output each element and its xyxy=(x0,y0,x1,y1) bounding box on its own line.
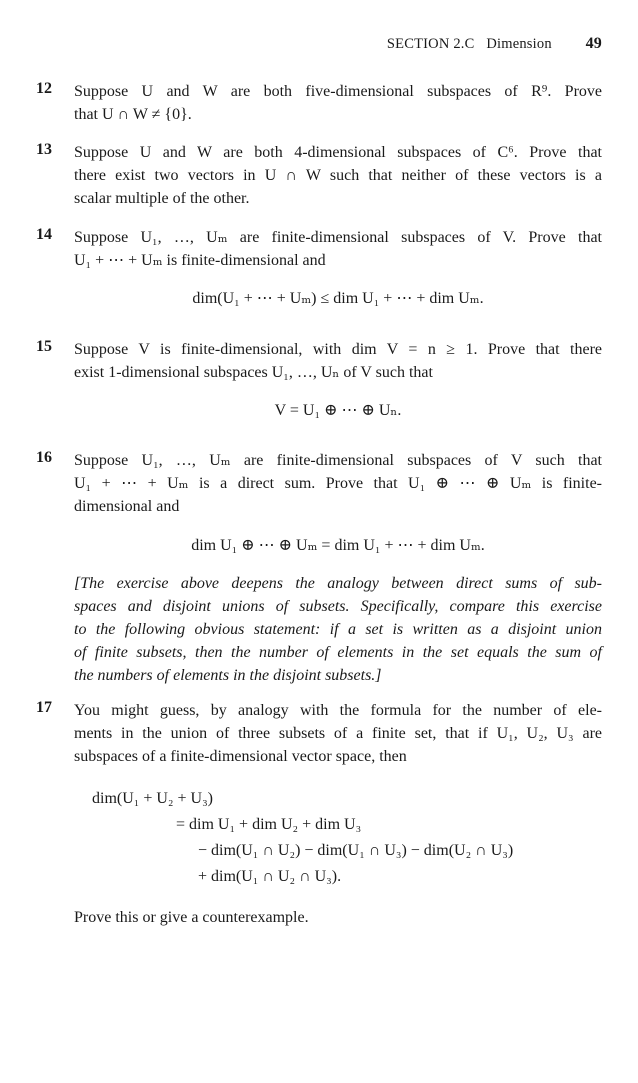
exercise-text xyxy=(74,449,602,518)
text-line: ments in the union of three subsets of a finite set, that if U₁, U₂, U₃ are xyxy=(74,725,602,742)
page-number: 49 xyxy=(585,35,602,52)
text-line: Suppose U₁, …, Uₘ are finite-dimensional subspaces of V. Prove that xyxy=(74,229,602,246)
note-line: [The exercise above deepens the analogy between direct sums of sub- xyxy=(74,575,602,592)
text-line: You might guess, by analogy with the formula for the number of ele- xyxy=(74,702,602,719)
equation-line: = dim U₁ + dim U₂ + dim U₃ xyxy=(176,816,362,833)
note-line: to the following obvious statement: if a set is written as a disjoint union xyxy=(74,621,602,638)
closing-line: Prove this or give a counterexample. xyxy=(74,909,309,926)
exercise-number: 16 xyxy=(36,449,52,466)
exercise-text xyxy=(74,699,602,768)
exercise-15 xyxy=(36,338,602,422)
exercise-14 xyxy=(36,226,602,310)
note-line: the numbers of elements in the disjoint subsets.] xyxy=(74,667,382,684)
bracketed-note xyxy=(74,572,602,687)
equation-line: dim(U₁ + U₂ + U₃) xyxy=(92,790,213,807)
exercise-text xyxy=(74,226,602,272)
exercise-number: 17 xyxy=(36,699,52,716)
display-equation: dim U₁ ⊕ ⋯ ⊕ Uₘ = dim U₁ + ⋯ + dim Uₘ. xyxy=(191,537,485,554)
text-line: U₁ + ⋯ + Uₘ is a direct sum. Prove that U₁ ⊕ ⋯ ⊕ Uₘ is finite- xyxy=(74,475,603,492)
text-line: that U ∩ W ≠ {0}. xyxy=(74,106,192,123)
exercise-text xyxy=(74,338,602,384)
text-line: Suppose V is finite-dimensional, with dim V = n ≥ 1. Prove that there xyxy=(74,341,602,358)
text-line: Suppose U₁, …, Uₘ are finite-dimensional subspaces of V such that xyxy=(74,452,602,469)
section-label: SECTION 2.C xyxy=(386,36,475,52)
text-line: scalar multiple of the other. xyxy=(74,190,250,207)
text-line: there exist two vectors in U ∩ W such that neither of these vectors is a xyxy=(74,167,602,184)
exercise-16 xyxy=(36,449,602,687)
text-line: Suppose U and W are both five-dimensional subspaces of R⁹. Prove xyxy=(74,83,602,100)
exercise-text xyxy=(74,141,602,210)
exercise-12 xyxy=(36,80,602,126)
note-line: spaces and disjoint unions of subsets. Specifically, compare this exercise xyxy=(74,598,602,615)
exercise-number: 15 xyxy=(36,338,52,355)
equation-line: + dim(U₁ ∩ U₂ ∩ U₃). xyxy=(198,868,342,885)
exercise-number: 13 xyxy=(36,141,52,158)
exercise-number: 12 xyxy=(36,80,52,97)
note-line: of finite subsets, then the number of elements in the set equals the sum of xyxy=(74,644,602,661)
multi-line-equation xyxy=(92,786,602,890)
display-equation: dim(U₁ + ⋯ + Uₘ) ≤ dim U₁ + ⋯ + dim Uₘ. xyxy=(192,290,484,307)
equation-line: − dim(U₁ ∩ U₂) − dim(U₁ ∩ U₃) − dim(U₂ ∩ U₃) xyxy=(198,842,514,859)
exercise-number: 14 xyxy=(36,226,52,243)
exercise-17 xyxy=(36,699,602,929)
exercise-13 xyxy=(36,141,602,210)
display-equation: V = U₁ ⊕ ⋯ ⊕ Uₙ. xyxy=(274,402,402,419)
text-line: exist 1-dimensional subspaces U₁, …, Uₙ of V such that xyxy=(74,364,433,381)
exercise-text xyxy=(74,80,602,126)
text-line: Suppose U and W are both 4-dimensional subspaces of C⁶. Prove that xyxy=(74,144,602,161)
text-line: subspaces of a finite-dimensional vector space, then xyxy=(74,748,407,765)
text-line: dimensional and xyxy=(74,498,180,515)
section-title: Dimension xyxy=(486,36,552,52)
text-line: U₁ + ⋯ + Uₘ is finite-dimensional and xyxy=(74,252,326,269)
running-header xyxy=(0,35,602,53)
